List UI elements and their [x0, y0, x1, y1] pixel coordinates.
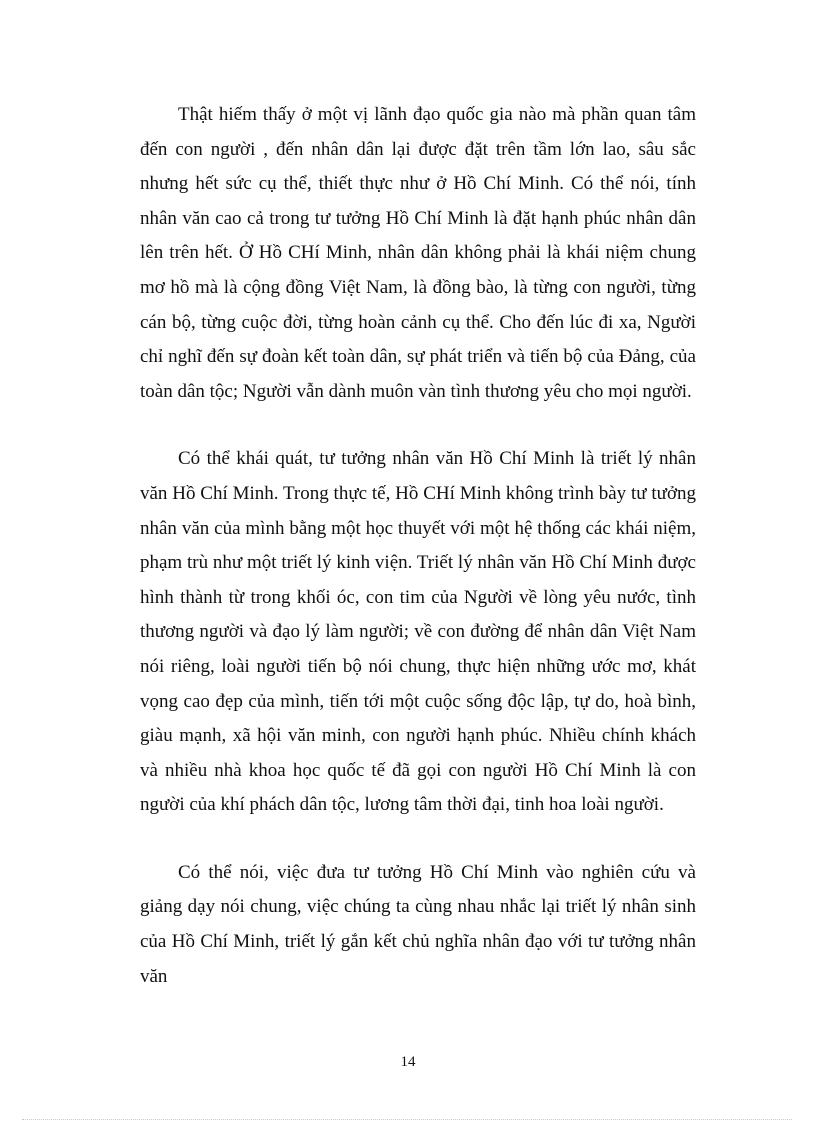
body-text [140, 98, 696, 994]
page-bottom-dotted-rule [22, 1119, 792, 1120]
paragraph-3: Có thể nói, việc đưa tư tưởng Hồ Chí Minh vào nghiên cứu và giảng dạy nói chung, việc chúng ta cùng nhau nhắc lại triết lý nhân sinh của Hồ Chí Minh, triết lý gắn kết chủ nghĩa nhân đạo với tư tưởng nhân văn [140, 861, 696, 987]
paragraph-1: Thật hiếm thấy ở một vị lãnh đạo quốc gia nào mà phần quan tâm đến con người , đến nhân dân lại được đặt trên tầm lớn lao, sâu sắc nhưng hết sức cụ thể, thiết thực như ở Hồ Chí Minh. Có thể nói, tính nhân văn cao cả trong tư tưởng Hồ Chí Minh là đặt hạnh phúc nhân dân lên trên hết. Ở Hồ CHí Minh, nhân dân không phải là khái niệm chung mơ hồ mà là cộng đồng Việt Nam, là đồng bào, là từng con người, từng cán bộ, từng cuộc đời, từng hoàn cảnh cụ thể. Cho đến lúc đi xa, Người chỉ nghĩ đến sự đoàn kết toàn dân, sự phát triển và tiến bộ của Đảng, của toàn dân tộc; Người vẫn dành muôn vàn tình thương yêu cho mọi người. [140, 104, 696, 402]
paragraph-2: Có thể khái quát, tư tưởng nhân văn Hồ Chí Minh là triết lý nhân văn Hồ Chí Minh. Trong thực tế, Hồ CHí Minh không trình bày tư tưởng nhân văn của mình bằng một học thuyết với một hệ thống các khái niệm, phạm trù như một triết lý kinh viện. Triết lý nhân văn Hồ Chí Minh được hình thành từ trong khối óc, con tim của Người về lòng yêu nước, tình thương người và đạo lý làm người; về con đường để nhân dân Việt Nam nói riêng, loài người tiến bộ nói chung, thực hiện những ước mơ, khát vọng cao đẹp của mình, tiến tới một cuộc sống độc lập, tự do, hoà bình, giàu mạnh, xã hội văn minh, con người hạnh phúc. Nhiều chính khách và nhiều nhà khoa học quốc tế đã gọi con người Hồ Chí Minh là con người của khí phách dân tộc, lương tâm thời đại, tinh hoa loài người. [140, 448, 696, 816]
page-number: 14 [400, 1054, 416, 1070]
